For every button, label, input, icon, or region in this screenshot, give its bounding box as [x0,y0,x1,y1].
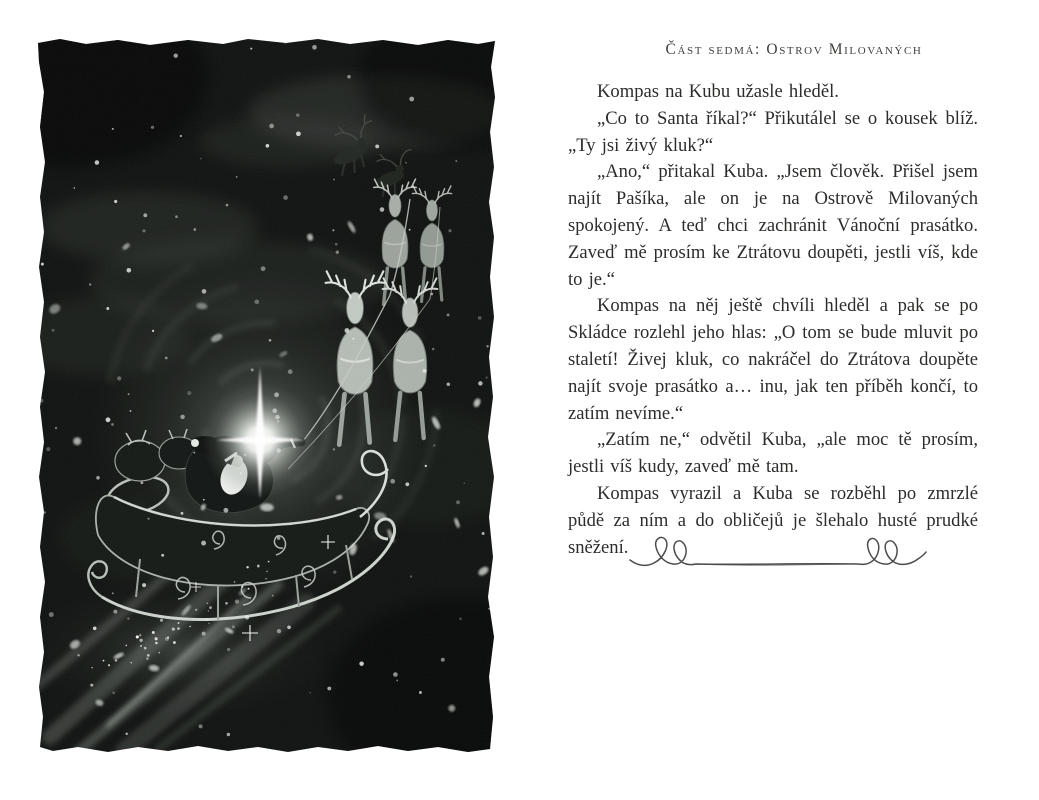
paper-grain [38,37,495,752]
right-page [568,0,978,800]
paragraph: Kompas na něj ještě chvíli hleděl a pak se po Skládce rozlehl jeho hlas: „O tom se bude mluvit po staletí! Živej kluk, co nakráčel do Ztrátova doupěte najít svoje prasátko a… inu, jak ten příběh končí, to zatím nevíme.“ [568,295,978,424]
paragraph: „Ano,“ přitakal Kuba. „Jsem člověk. Přišel jsem najít Pašíka, ale on je na Ostrově Milovaných spokojený. A teď chci zachránit Vánoční prasátko. Zaveď mě prosím ke Ztrátovu doupěti, jestli víš, kde to je.“ [568,161,978,290]
paragraph: Kompas na Kubu užasle hleděl. [597,81,839,102]
paragraph: „Co to Santa říkal?“ Přikutálel se o kousek blíž. „Ty jsi živý kluk?“ [568,107,978,156]
paragraph: „Zatím ne,“ odvětil Kuba, „ale moc tě prosím, jestli víš kudy, zaveď mě tam. [568,429,978,478]
santa-sleigh-night-illustration [38,37,495,752]
text-block [568,79,978,561]
paragraph: Kompas vyrazil a Kuba se rozběhl po zmrzlé půdě za ním a do obličejů je šlehalo husté prudké sněžení. [568,482,978,558]
flourish-line [628,533,928,577]
left-page-illustration [38,37,495,752]
running-header: Část sedmá: Ostrov Milovaných [665,41,923,58]
divider-flourish [628,533,928,577]
